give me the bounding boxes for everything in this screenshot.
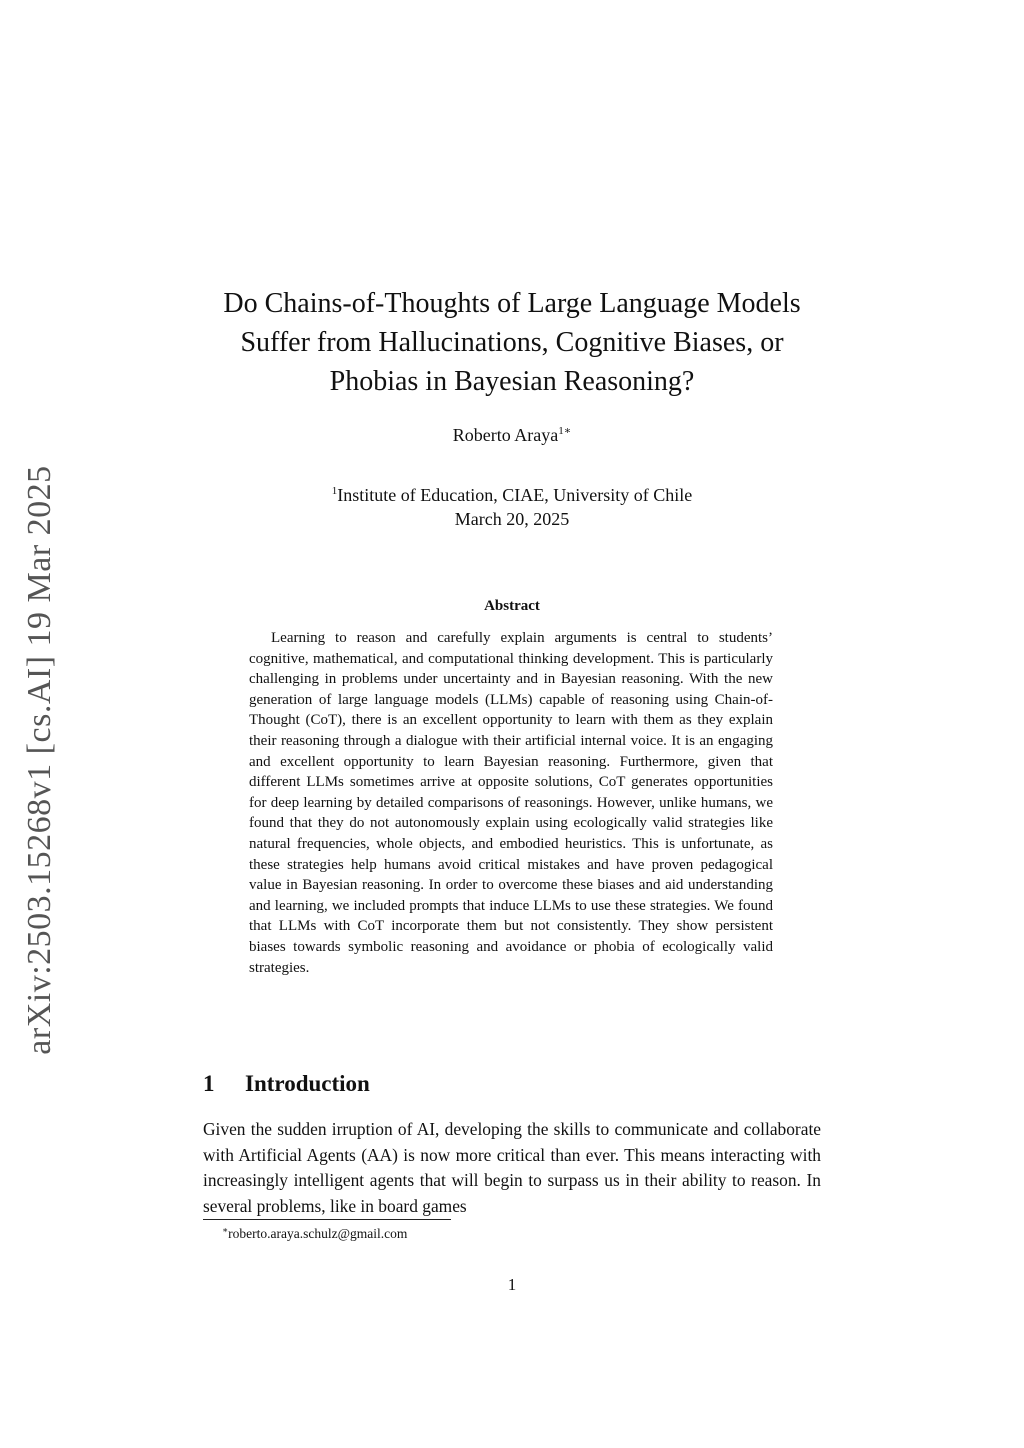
abstract-body: Learning to reason and carefully explain arguments is central to students’ cognitive, mathematical, and computational thinking development. This is particularly challenging in problems under uncertainty and in Bayesian reasoning. With the new generation of large language models (LLMs) capable of reasoning using Chain-of-Thought (CoT), there is an excellent opportunity to learn with them as they explain their reasoning through a dialogue with their artificial internal voice. It is an engaging and excellent opportunity to learn Bayesian reasoning. Furthermore, given that different LLMs sometimes arrive at opposite solutions, CoT generates opportunities for deep learning by detailed comparisons of reasonings. However, unlike humans, we found that they do not autonomously explain using ecologically valid strategies like natural frequencies, whole objects, and embodied heuristics. This is unfortunate, as these strategies help humans avoid critical mistakes and have proven pedagogical value in Bayesian reasoning. In order to overcome these biases and aid understanding and learning, we included prompts that induce LLMs to use these strategies. We found that LLMs with CoT incorporate them but not consistently. They show persistent biases towards symbolic reasoning and avoidance or phobia of ecologically valid strategies. xyxy=(249,630,773,976)
section-heading xyxy=(203,1071,370,1097)
footnote xyxy=(222,1225,407,1243)
affiliation-line xyxy=(180,484,844,507)
author-marks: 1∗ xyxy=(558,425,572,437)
page-number: 1 xyxy=(507,1275,517,1294)
footnote-divider xyxy=(203,1219,451,1220)
paper-date: March 20, 2025 xyxy=(454,509,570,529)
footnote-mark: ∗ xyxy=(222,1225,229,1235)
affiliation-mark: 1 xyxy=(331,485,338,497)
title-line-3: Phobias in Bayesian Reasoning? xyxy=(329,366,695,397)
arxiv-identifier-stamp: arXiv:2503.15268v1 [cs.AI] 19 Mar 2025 xyxy=(21,465,58,1055)
footnote-email: roberto.araya.schulz@gmail.com xyxy=(228,1226,408,1241)
abstract-heading: Abstract xyxy=(484,598,540,614)
section-title: Introduction xyxy=(245,1071,370,1096)
introduction-body: Given the sudden irruption of AI, developing the skills to communicate and collaborate with Artificial Agents (AA) is now more critical than ever. This means interacting with increasingly intelligent agents that will begin to surpass us in their ability to reason. In several problems, like in board games xyxy=(203,1119,821,1216)
section-number: 1 xyxy=(203,1071,215,1096)
title-line-1: Do Chains-of-Thoughts of Large Language Models xyxy=(223,288,801,319)
paper-title xyxy=(180,284,844,401)
author-line xyxy=(180,424,844,446)
title-line-2: Suffer from Hallucinations, Cognitive Biases, or xyxy=(240,327,784,358)
affiliation-text: Institute of Education, CIAE, University of Chile xyxy=(337,485,693,505)
author-name: Roberto Araya xyxy=(452,425,559,445)
